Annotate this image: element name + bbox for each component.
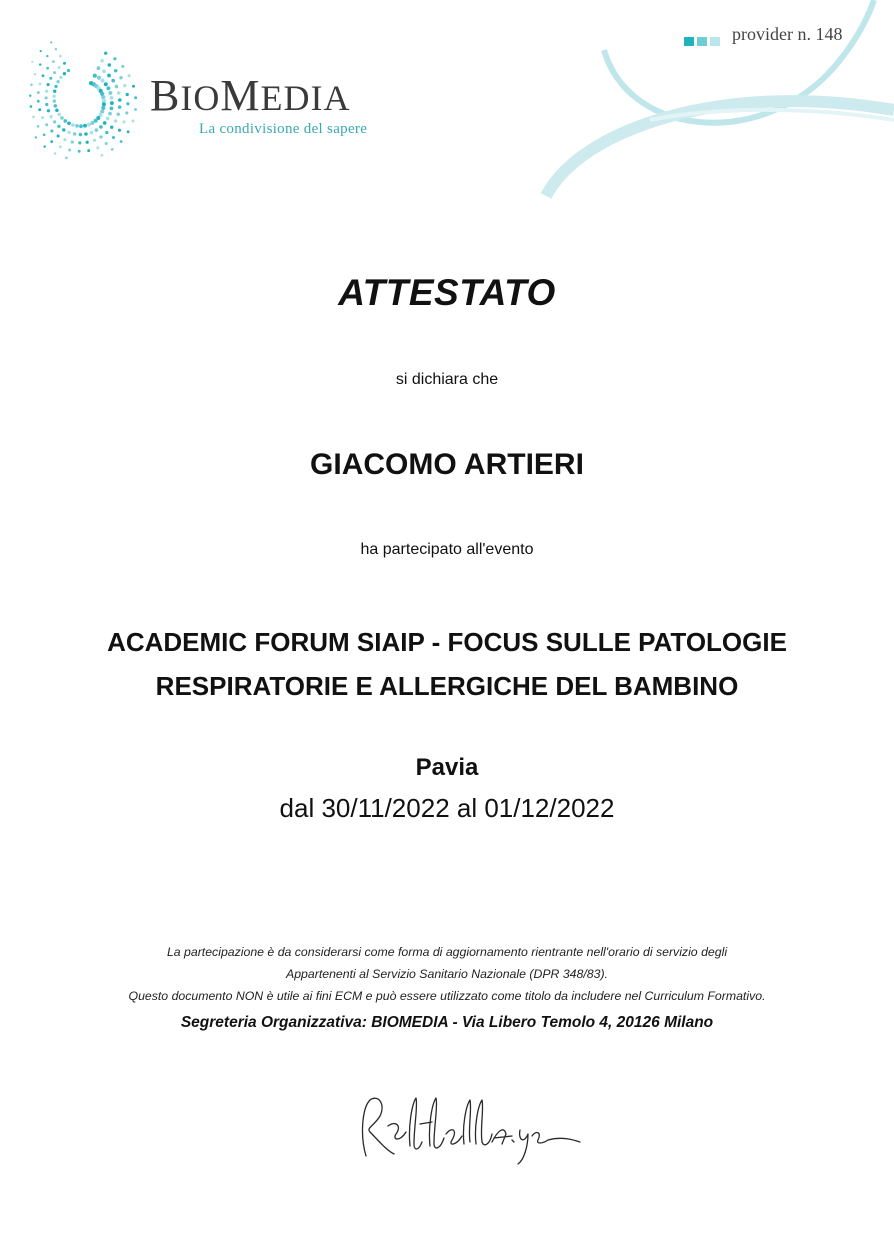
logo-dot <box>53 120 56 123</box>
logo-dot <box>52 94 55 97</box>
logo-dot <box>105 142 108 145</box>
logo-dot <box>128 74 131 77</box>
logo-dot <box>55 109 59 113</box>
signature-icon <box>352 1086 582 1168</box>
logo-dot <box>93 139 96 142</box>
logo-dot <box>122 120 125 123</box>
logo-dot <box>101 154 104 157</box>
logo-dot <box>131 120 134 123</box>
logo-dot <box>104 52 107 55</box>
logo-dot <box>37 125 40 128</box>
participated-text: ha partecipato all'evento <box>360 541 534 558</box>
logo-dot <box>90 121 94 125</box>
brand-name: BIOMEDIA <box>150 71 351 120</box>
logo-dot <box>60 116 64 120</box>
logo-dot <box>94 119 98 123</box>
logo-dot <box>110 96 114 100</box>
legal-note-line2: Appartenenti al Servizio Sanitario Nazionale (DPR 348/83). <box>286 967 608 981</box>
participant-name: GIACOMO ARTIERI <box>310 448 584 481</box>
logo-dot <box>47 109 50 112</box>
logo-dot <box>121 65 124 68</box>
event-title-line2: RESPIRATORIE E ALLERGICHE DEL BAMBINO <box>155 671 739 701</box>
logo-dot <box>55 48 57 50</box>
logo-dot <box>114 69 117 72</box>
logo-dot <box>63 119 67 123</box>
logo-dot <box>42 74 45 77</box>
logo-dot <box>102 99 106 103</box>
logo-dot <box>75 124 79 128</box>
logo-dot <box>50 140 53 143</box>
logo-dot <box>107 74 111 78</box>
logo-dot <box>37 91 40 94</box>
logo-dot <box>30 84 33 87</box>
logo-dot <box>87 123 91 127</box>
logo-dot <box>39 83 42 86</box>
legal-note <box>0 941 894 1007</box>
event-dates: dal 30/11/2022 al 01/12/2022 <box>279 793 615 823</box>
event-title <box>0 620 894 708</box>
logo-dot <box>58 66 61 69</box>
logo-dot <box>73 132 76 135</box>
logo-dot <box>117 91 121 95</box>
logo-dot <box>53 71 56 74</box>
logo-dot <box>106 117 110 121</box>
logo-dot <box>108 91 112 95</box>
logo-dot <box>101 106 105 110</box>
logo-dot <box>41 116 44 119</box>
logo-dot <box>99 135 102 138</box>
declares-text: si dichiara che <box>395 371 499 388</box>
logo-dot <box>40 50 42 52</box>
logo-dot <box>87 149 90 152</box>
logo-dot <box>68 149 71 152</box>
logo-dot <box>46 55 48 57</box>
logo-dot <box>118 105 122 109</box>
logo-dot <box>67 131 70 134</box>
logo-dot <box>78 141 81 144</box>
logo-dot <box>126 93 129 96</box>
logo-dot <box>54 104 58 108</box>
logo-dot <box>134 108 137 111</box>
logo-dot <box>30 105 33 108</box>
logo-dot <box>93 74 97 78</box>
logo-dot <box>54 85 57 88</box>
logo-dot <box>34 73 36 75</box>
provider-number: provider n. 148 <box>732 24 843 44</box>
logo-dot <box>67 121 71 125</box>
logo-dot <box>116 112 119 115</box>
logo-dot <box>57 134 60 137</box>
logo-dot <box>63 62 66 65</box>
logo-dot <box>37 100 40 103</box>
logo-dot <box>90 131 94 135</box>
logo-dot <box>38 108 41 111</box>
logo-dot <box>123 84 126 87</box>
logo-dot <box>132 85 135 88</box>
logo-dot <box>56 80 59 83</box>
logo-dot <box>79 133 83 137</box>
logo-dot <box>53 99 56 102</box>
logo-dot <box>71 141 74 144</box>
brand-tagline: La condivisione del sapere <box>199 121 368 137</box>
logo-dot <box>79 124 83 128</box>
logo-dot <box>63 72 66 75</box>
logo-dot <box>65 157 68 160</box>
logo-dot <box>115 85 119 89</box>
logo-dot <box>43 133 46 136</box>
logo-dot <box>59 145 62 148</box>
logo-dot <box>57 113 61 117</box>
logo-dot <box>49 115 52 118</box>
logo-dot <box>97 76 101 80</box>
logo-dot <box>111 148 114 151</box>
logo-dot <box>71 123 75 127</box>
logo-dot <box>108 63 111 66</box>
logo-dot <box>120 140 123 143</box>
logo-dot <box>126 102 129 105</box>
logo-dot <box>105 131 108 134</box>
logo-dot <box>112 136 115 139</box>
certificate-title: ATTESTATO <box>338 272 556 313</box>
logo-dot <box>102 102 106 106</box>
logo-dot <box>86 141 89 144</box>
logo-dot <box>110 126 113 129</box>
logo-dot <box>50 129 53 132</box>
logo-dot <box>102 69 106 73</box>
logo-dot <box>110 101 114 105</box>
logo-dot <box>52 60 55 63</box>
logo-dot <box>84 132 88 136</box>
event-city: Pavia <box>415 754 479 781</box>
logo-dot <box>29 94 32 97</box>
logo-dot <box>54 152 57 155</box>
logo-dot <box>106 86 110 90</box>
logo-dot <box>99 125 103 129</box>
logo-dot <box>96 146 99 149</box>
logo-dot <box>67 69 70 72</box>
logo-dot <box>95 128 99 132</box>
logo-dot <box>113 57 116 60</box>
logo-dot <box>47 83 50 86</box>
logo-dot <box>53 89 56 92</box>
event-title-line1: ACADEMIC FORUM SIAIP - FOCUS SULLE PATOLOGIE <box>107 627 787 657</box>
logo-dot <box>114 119 117 122</box>
logo-dot <box>134 96 137 99</box>
logo-dot <box>125 111 128 114</box>
logo-dot <box>50 41 52 43</box>
logo-dot <box>35 136 37 138</box>
logo-dot <box>111 79 115 83</box>
logo-dot <box>45 90 48 93</box>
logo-dot <box>63 138 66 141</box>
logo-dot <box>78 150 81 153</box>
logo-dot <box>59 76 62 79</box>
legal-note-line1: La partecipazione è da considerarsi come forma di aggiornamento rientrante nell'orario di servizio degli <box>166 945 728 959</box>
logo-dot <box>103 121 107 125</box>
logo-dot <box>118 98 122 102</box>
logo-dot <box>45 96 48 99</box>
logo-dot <box>97 66 101 70</box>
organizing-secretariat: Segreteria Organizzativa: BIOMEDIA - Via Libero Temolo 4, 20126 Milano <box>180 1014 714 1031</box>
logo-dot <box>108 112 112 116</box>
logo-dot <box>45 123 48 126</box>
logo-dot <box>118 129 121 132</box>
logo-dot <box>45 103 48 106</box>
logo-dot <box>100 59 104 63</box>
logo-dot <box>32 116 35 119</box>
logo-dot <box>59 55 62 58</box>
logo-dot <box>101 79 105 83</box>
biomedia-logo-icon <box>28 36 138 160</box>
logo-dot <box>46 67 49 70</box>
logo-dot <box>49 77 52 80</box>
provider-squares-icon <box>684 33 723 51</box>
logo-dot <box>104 82 108 86</box>
logo-dot <box>43 145 45 147</box>
logo-dot <box>119 76 122 79</box>
logo-dot <box>83 124 87 128</box>
logo-dot <box>127 130 130 133</box>
logo-dot <box>110 107 114 111</box>
logo-dot <box>101 95 105 99</box>
logo-dot <box>31 61 33 63</box>
legal-note-line3: Questo documento NON è utile ai fini ECM e può essere utilizzato come titolo da includere nel Curriculum Formativo. <box>128 989 766 1003</box>
logo-dot <box>62 128 65 131</box>
logo-dot <box>57 125 60 128</box>
logo-dot <box>39 63 41 65</box>
